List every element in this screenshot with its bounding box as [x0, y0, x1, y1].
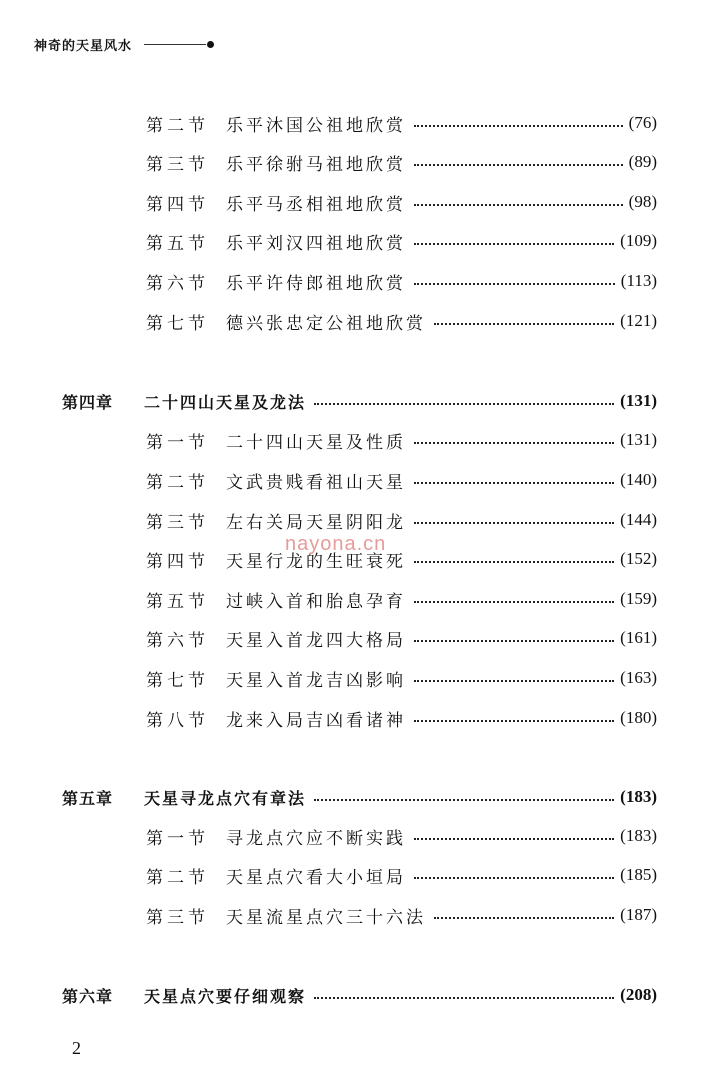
- dot-leader: [414, 680, 614, 682]
- entry-title: 天星点穴看大小垣局: [226, 867, 406, 888]
- dot-leader: [314, 799, 614, 801]
- entry-title: 天星入首龙四大格局: [226, 630, 406, 651]
- entry-number: 第八节: [146, 710, 209, 731]
- toc-entry[interactable]: [0, 425, 657, 455]
- entry-page: (180): [620, 708, 657, 727]
- chapter-number: 第四章: [62, 392, 114, 412]
- entry-title: 天星行龙的生旺衰死: [226, 551, 406, 572]
- chapter-page: (208): [620, 985, 657, 1004]
- entry-title: 乐平许侍郎祖地欣赏: [226, 273, 406, 294]
- entry-number: 第三节: [146, 907, 209, 928]
- toc-entry[interactable]: [0, 860, 657, 890]
- dot-leader: [434, 917, 614, 919]
- toc-chapter[interactable]: [0, 782, 657, 812]
- entry-page: (121): [620, 311, 657, 330]
- entry-number: 第一节: [146, 828, 209, 849]
- entry-page: (76): [628, 113, 657, 132]
- entry-number: 第二节: [146, 867, 209, 888]
- entry-title: 寻龙点穴应不断实践: [226, 828, 406, 849]
- entry-page: (187): [620, 905, 657, 924]
- entry-page: (113): [620, 271, 657, 290]
- entry-number: 第七节: [146, 670, 209, 691]
- toc-entry[interactable]: [0, 663, 657, 693]
- dot-leader: [414, 720, 614, 722]
- chapter-page: (131): [620, 391, 657, 410]
- entry-page: (161): [620, 628, 657, 647]
- toc-chapter[interactable]: [0, 980, 657, 1010]
- book-title: 神奇的天星风水: [34, 39, 133, 54]
- entry-title: 乐平徐驸马祖地欣赏: [226, 154, 406, 175]
- chapter-title: 天星点穴要仔细观察: [144, 986, 307, 1006]
- toc-entry[interactable]: [0, 266, 657, 296]
- entry-page: (163): [620, 668, 657, 687]
- dot-leader: [414, 442, 614, 444]
- toc-entry[interactable]: [0, 306, 657, 336]
- entry-title: 德兴张忠定公祖地欣赏: [226, 313, 426, 334]
- entry-title: 乐平沐国公祖地欣赏: [226, 115, 406, 136]
- entry-number: 第三节: [146, 512, 209, 533]
- entry-number: 第一节: [146, 432, 209, 453]
- toc-entry[interactable]: [0, 187, 657, 217]
- entry-page: (152): [620, 549, 657, 568]
- chapter-number: 第六章: [62, 986, 114, 1006]
- dot-leader: [414, 877, 614, 879]
- dot-leader: [414, 838, 614, 840]
- entry-page: (140): [620, 470, 657, 489]
- dot-leader: [314, 997, 614, 999]
- chapter-title: 天星寻龙点穴有章法: [144, 788, 307, 808]
- entry-number: 第六节: [146, 630, 209, 651]
- dot-leader: [414, 125, 623, 127]
- toc-entry[interactable]: [0, 505, 657, 535]
- toc-chapter[interactable]: [0, 386, 657, 416]
- dot-leader: [414, 164, 623, 166]
- entry-page: (144): [620, 510, 657, 529]
- dot-leader: [414, 522, 614, 524]
- entry-number: 第五节: [146, 233, 209, 254]
- entry-number: 第五节: [146, 591, 209, 612]
- entry-page: (185): [620, 865, 657, 884]
- entry-title: 文武贵贱看祖山天星: [226, 472, 406, 493]
- toc-entry[interactable]: [0, 584, 657, 614]
- entry-title: 乐平马丞相祖地欣赏: [226, 194, 406, 215]
- dot-leader: [414, 561, 614, 563]
- entry-title: 天星流星点穴三十六法: [226, 907, 426, 928]
- dot-leader: [414, 482, 614, 484]
- entry-title: 龙来入局吉凶看诸神: [226, 710, 406, 731]
- dot-leader: [414, 243, 614, 245]
- watermark-text: nayona.cn: [285, 533, 387, 555]
- entry-number: 第三节: [146, 154, 209, 175]
- entry-title: 乐平刘汉四祖地欣赏: [226, 233, 406, 254]
- toc-entry[interactable]: [0, 465, 657, 495]
- entry-number: 第六节: [146, 273, 209, 294]
- entry-page: (109): [620, 231, 657, 250]
- toc-entry[interactable]: [0, 108, 657, 138]
- dot-leader: [414, 640, 614, 642]
- dot-leader: [414, 204, 623, 206]
- toc-entry[interactable]: [0, 900, 657, 930]
- chapter-page: (183): [620, 787, 657, 806]
- page-number: 2: [72, 1038, 81, 1058]
- dot-leader: [414, 283, 615, 285]
- toc-entry[interactable]: [0, 147, 657, 177]
- entry-page: (89): [628, 152, 657, 171]
- entry-number: 第七节: [146, 313, 209, 334]
- entry-title: 过峡入首和胎息孕育: [226, 591, 406, 612]
- entry-page: (131): [620, 430, 657, 449]
- entry-number: 第二节: [146, 115, 209, 136]
- entry-page: (183): [620, 826, 657, 845]
- entry-title: 二十四山天星及性质: [226, 432, 406, 453]
- chapter-title: 二十四山天星及龙法: [144, 392, 307, 412]
- entry-number: 第四节: [146, 194, 209, 215]
- chapter-number: 第五章: [62, 788, 114, 808]
- dot-leader: [414, 601, 614, 603]
- dot-leader: [434, 323, 614, 325]
- toc-entry[interactable]: [0, 226, 657, 256]
- entry-page: (98): [628, 192, 657, 211]
- entry-page: (159): [620, 589, 657, 608]
- toc-entry[interactable]: [0, 623, 657, 653]
- toc-entry[interactable]: [0, 821, 657, 851]
- toc-entry[interactable]: [0, 703, 657, 733]
- entry-number: 第二节: [146, 472, 209, 493]
- dot-leader: [314, 403, 614, 405]
- entry-number: 第四节: [146, 551, 209, 572]
- entry-title: 天星入首龙吉凶影响: [226, 670, 406, 691]
- entry-title: 左右关局天星阴阳龙: [226, 512, 406, 533]
